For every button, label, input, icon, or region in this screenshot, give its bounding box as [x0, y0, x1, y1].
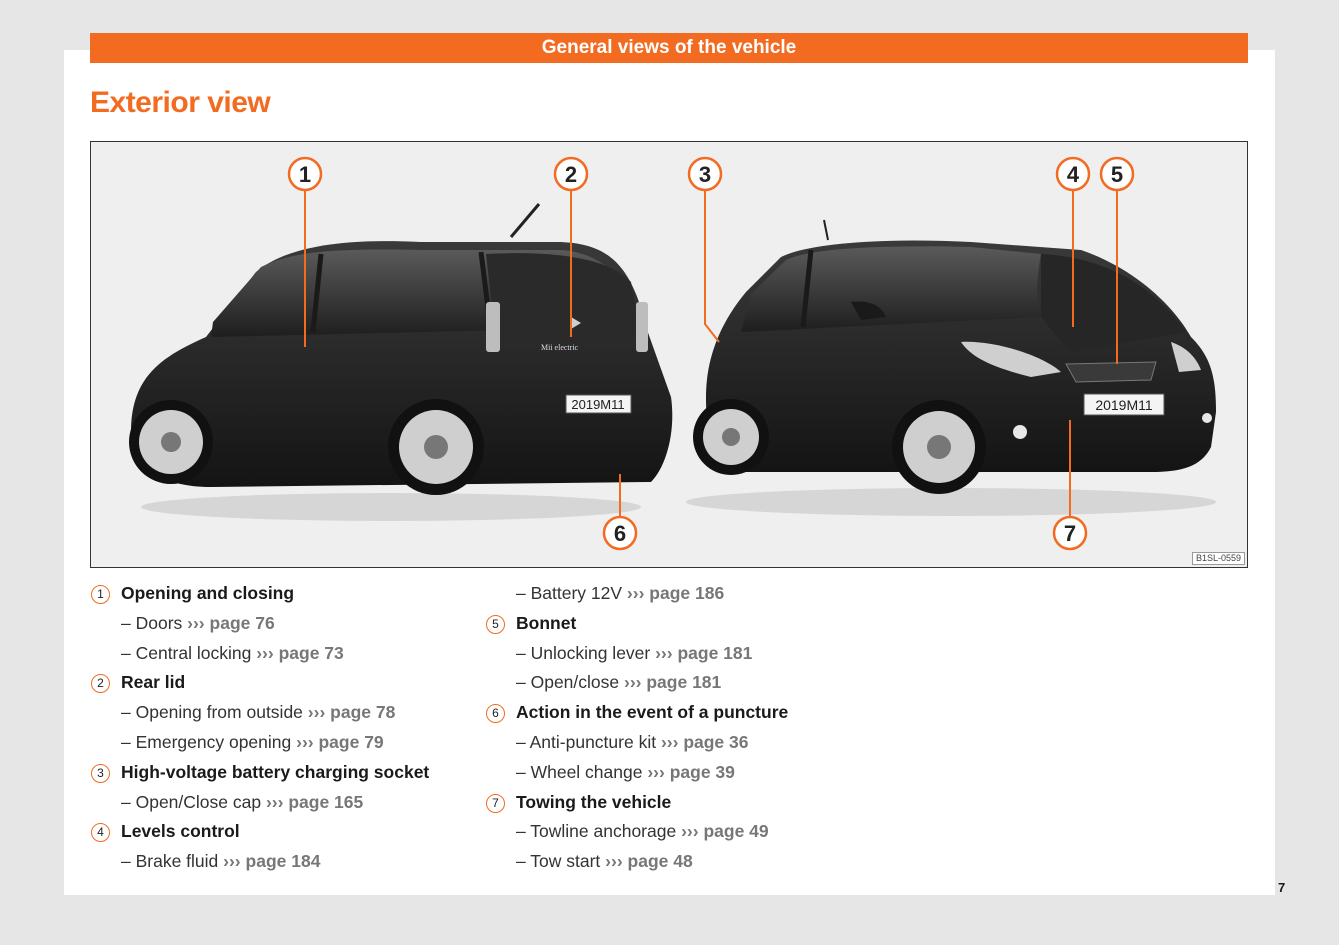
- legend-number-6: 6: [486, 704, 505, 723]
- legend-heading-3: 3 High-voltage battery charging socket: [90, 758, 480, 788]
- callout-4: [1057, 158, 1089, 190]
- rear-plate-text: 2019M11: [571, 397, 625, 412]
- page-number: 7: [1278, 880, 1286, 895]
- rear-car-shadow: [141, 493, 641, 521]
- legend-heading-1: 1 Opening and closing: [90, 579, 480, 609]
- legend-number-7: 7: [486, 794, 505, 813]
- legend-item-doors[interactable]: – Doors ››› page 76: [121, 612, 275, 633]
- legend-item-tow-start[interactable]: – Tow start ››› page 48: [516, 851, 693, 872]
- callout-5: [1101, 158, 1133, 190]
- legend-item-emergency-opening[interactable]: – Emergency opening ››› page 79: [121, 731, 384, 752]
- legend-item-battery-12v[interactable]: – Battery 12V ››› page 186: [516, 583, 725, 603]
- callout-7: [1054, 517, 1086, 549]
- legend-heading-2: 2 Rear lid: [90, 668, 480, 698]
- legend-number-4: 4: [91, 823, 110, 842]
- svg-text:4: 4: [1066, 162, 1080, 187]
- section-header: [90, 33, 1248, 63]
- section-title: General views of the vehicle: [541, 37, 797, 58]
- legend-item-towline-anchorage[interactable]: – Towline anchorage ››› page 49: [516, 821, 769, 842]
- legend-heading-7: 7 Towing the vehicle: [485, 788, 885, 818]
- legend-item-central-locking[interactable]: – Central locking ››› page 73: [121, 642, 344, 663]
- front-car-illustration: [693, 220, 1216, 494]
- legend-item-anti-puncture-kit[interactable]: – Anti-puncture kit ››› page 36: [516, 731, 749, 752]
- figure-code: B1SL-0559: [1192, 552, 1245, 565]
- callout-1: [289, 158, 321, 190]
- legend-item-brake-fluid[interactable]: – Brake fluid ››› page 184: [121, 851, 321, 872]
- leader-3: [705, 190, 719, 342]
- svg-text:1: 1: [298, 162, 312, 187]
- legend-item-unlocking-lever[interactable]: – Unlocking lever ››› page 181: [516, 642, 753, 663]
- svg-text:3: 3: [698, 162, 712, 187]
- rear-car-illustration: [129, 204, 672, 495]
- callout-3: [689, 158, 721, 190]
- legend-column-2: [485, 579, 885, 877]
- legend-number-1: 1: [91, 585, 110, 604]
- vehicle-figure: [90, 141, 1248, 568]
- legend-item-bonnet-open-close[interactable]: – Open/close ››› page 181: [516, 672, 722, 693]
- callout-2: [555, 158, 587, 190]
- legend-heading-4: 4 Levels control: [90, 817, 480, 847]
- svg-text:5: 5: [1110, 162, 1124, 187]
- legend-number-3: 3: [91, 764, 110, 783]
- svg-text:6: 6: [613, 521, 627, 546]
- legend-column-1: [90, 579, 480, 877]
- model-badge-text: Mii electric: [541, 343, 579, 352]
- svg-text:7: 7: [1063, 521, 1077, 546]
- vehicle-illustration: [91, 142, 1248, 568]
- legend-number-5: 5: [486, 615, 505, 634]
- front-plate-text: 2019M11: [1095, 397, 1153, 413]
- legend-heading-6: 6 Action in the event of a puncture: [485, 698, 885, 728]
- legend-item-wheel-change[interactable]: – Wheel change ››› page 39: [516, 761, 735, 782]
- legend-item-opening-outside[interactable]: – Opening from outside ››› page 78: [121, 702, 396, 723]
- page-title: Exterior view: [90, 86, 271, 119]
- legend-number-2: 2: [91, 674, 110, 693]
- legend-item-open-close-cap[interactable]: – Open/Close cap ››› page 165: [121, 791, 364, 812]
- svg-text:2: 2: [564, 162, 578, 187]
- callout-6: [604, 517, 636, 549]
- legend-heading-5: 5 Bonnet: [485, 609, 885, 639]
